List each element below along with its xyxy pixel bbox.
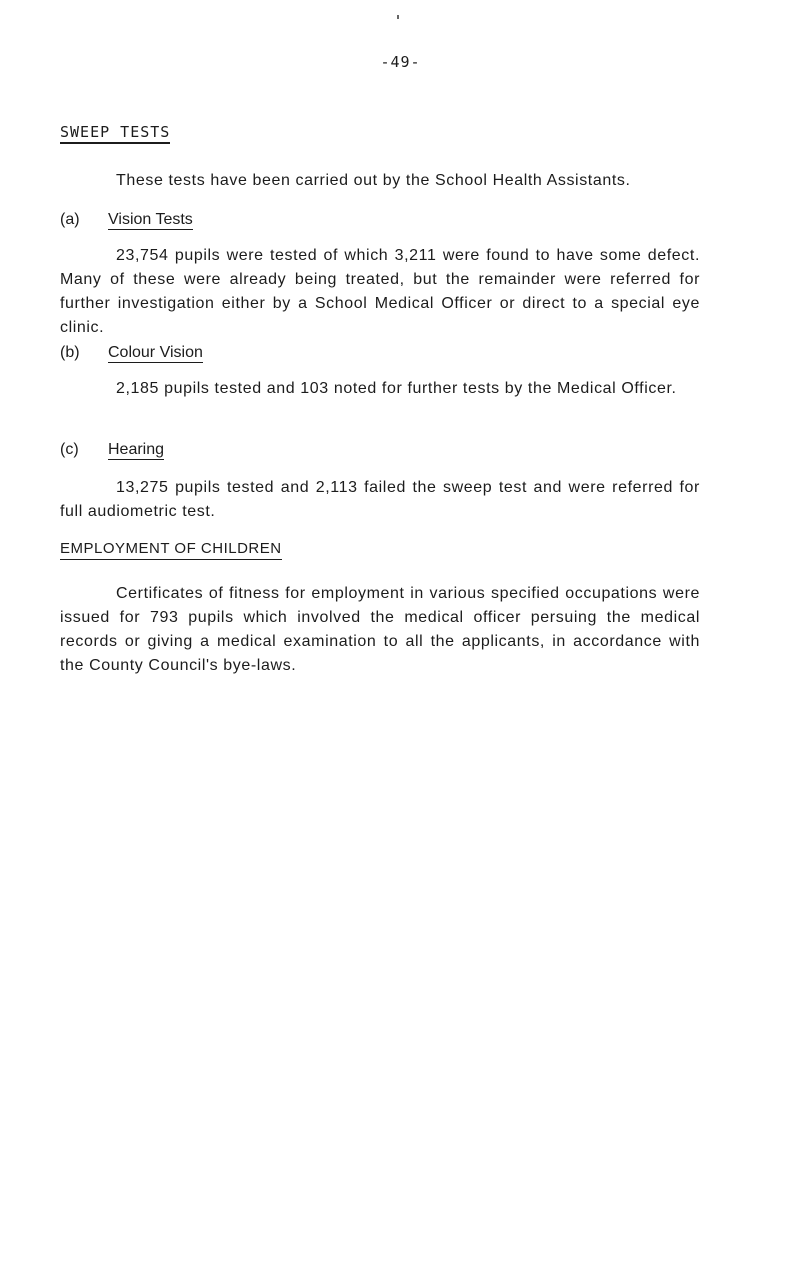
subheading-title: Hearing <box>108 441 165 458</box>
subheading-title: Colour Vision <box>108 344 203 361</box>
page-number: -49- <box>380 53 421 71</box>
sweep-tests-intro: These tests have been carried out by the School Health Assistants. <box>116 172 631 189</box>
subheading-hearing <box>60 440 164 460</box>
scan-speck <box>397 15 399 19</box>
vision-tests-paragraph: 23,754 pupils were tested of which 3,211 were found to have some defect. Many of these were already being treated, but the remainder were referred for further investigation either by a School Medical Officer or direct to a special eye clinic. <box>60 247 700 336</box>
subheading-title: Vision Tests <box>108 211 193 228</box>
section-heading-employment: EMPLOYMENT OF CHILDREN <box>60 540 282 560</box>
subheading-vision-tests <box>60 210 193 230</box>
section-heading-sweep-tests: SWEEP TESTS <box>60 123 170 144</box>
hearing-paragraph: 13,275 pupils tested and 2,113 failed the sweep test and were referred for full audiometric test. <box>60 479 700 520</box>
subheading-label: (a) <box>60 211 80 228</box>
subheading-colour-vision <box>60 343 203 363</box>
subheading-label: (b) <box>60 344 80 361</box>
subheading-label: (c) <box>60 441 79 458</box>
colour-vision-paragraph: 2,185 pupils tested and 103 noted for further tests by the Medical Officer. <box>116 380 677 397</box>
employment-paragraph: Certificates of fitness for employment in various specified occupations were issued for 793 pupils which involved the medical officer persuing the medical records or giving a medical examination to all the applicants, in accordance with the County Council's bye-laws. <box>60 585 700 674</box>
